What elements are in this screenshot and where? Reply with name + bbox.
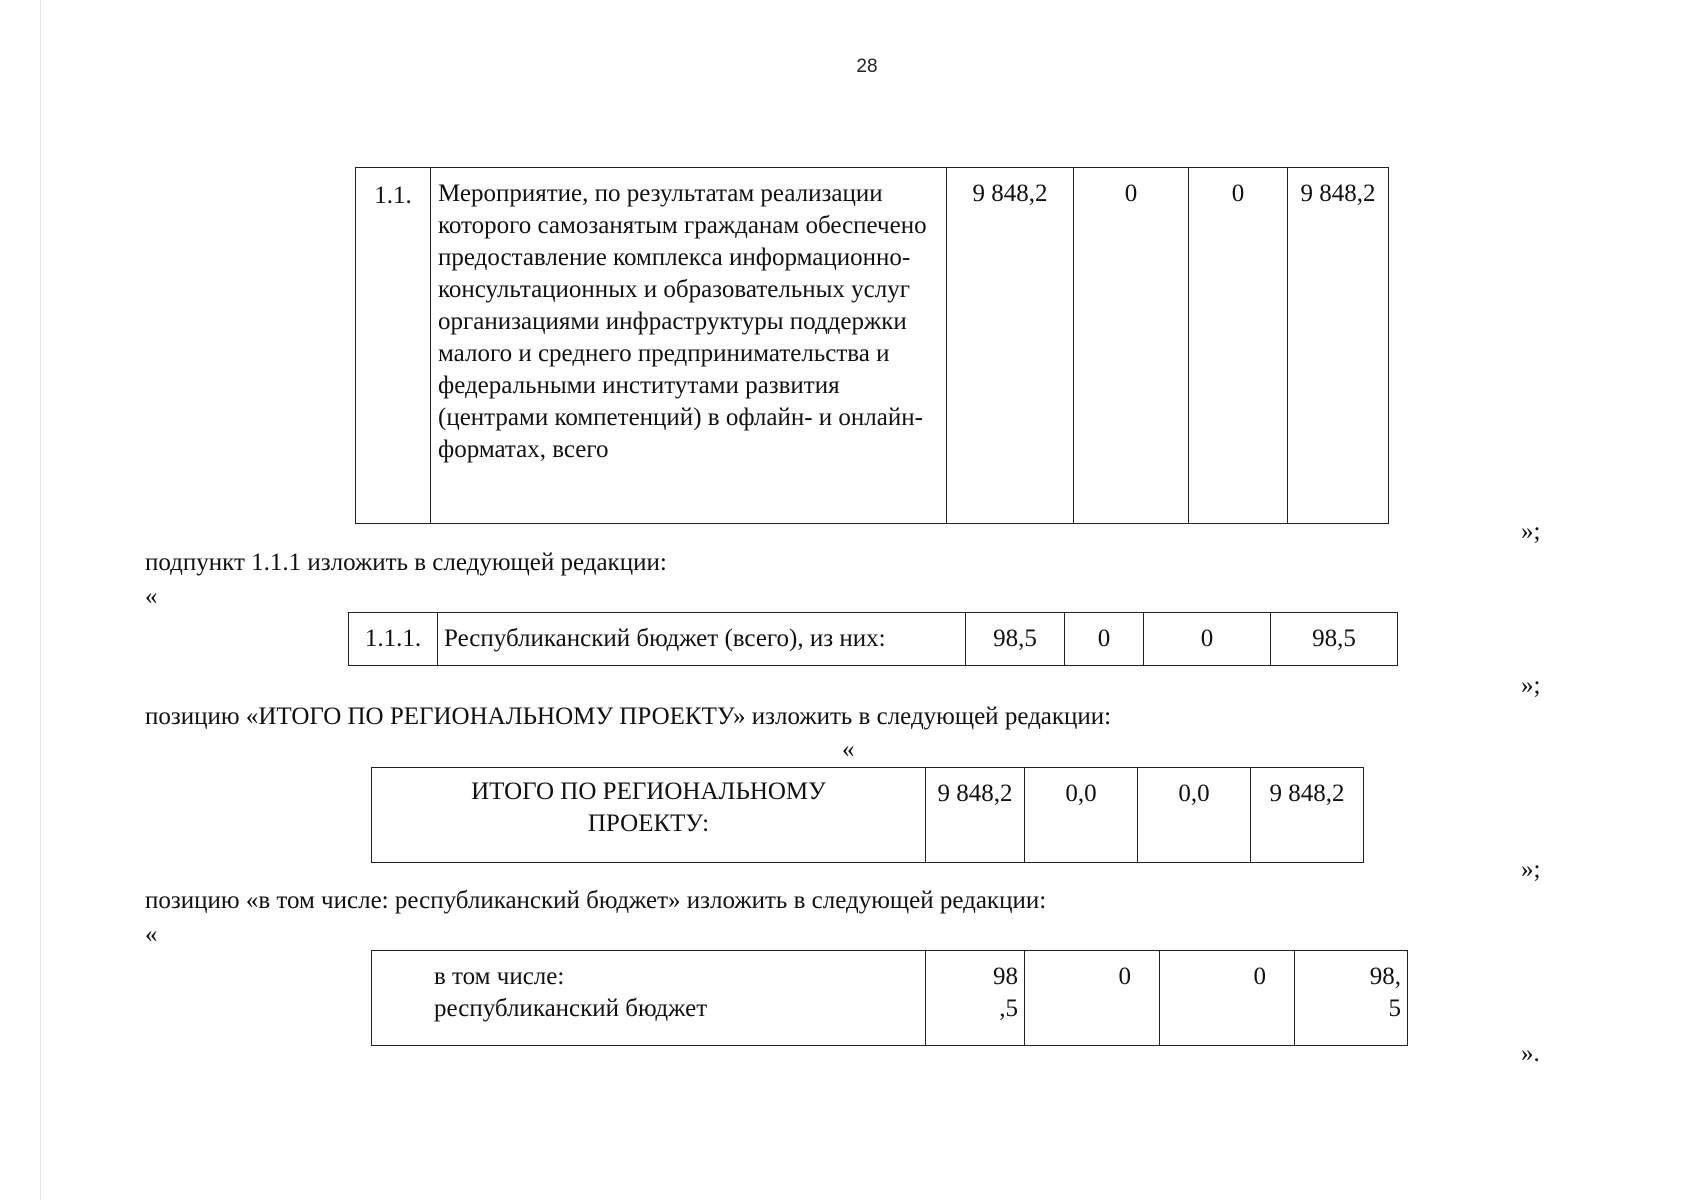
- value-1-line-2: ,5: [999, 995, 1018, 1022]
- value-2: 0: [1074, 168, 1189, 524]
- table-row: [349, 613, 1398, 666]
- value-3: 0: [1144, 613, 1271, 666]
- value-2: 0,0: [1025, 768, 1138, 863]
- value-1: [926, 951, 1025, 1046]
- value-1-line-1: 98: [993, 963, 1018, 990]
- value-4: 98,5: [1271, 613, 1398, 666]
- value-3: 0: [1160, 951, 1295, 1046]
- page-number: 28: [856, 56, 878, 77]
- value-2: 0: [1025, 951, 1160, 1046]
- total-label: ИТОГО ПО РЕГИОНАЛЬНОМУ ПРОЕКТУ:: [372, 768, 926, 863]
- closing-quote: »;: [1521, 518, 1541, 545]
- value-3: 0: [1189, 168, 1288, 524]
- instruction-subitem-1-1-1: подпункт 1.1.1 изложить в следующей редакции:: [145, 549, 667, 576]
- value-2: 0: [1065, 613, 1144, 666]
- value-1: 98,5: [966, 613, 1065, 666]
- value-4-line-1: 98,: [1369, 963, 1401, 990]
- value-1: 9 848,2: [926, 768, 1025, 863]
- closing-quote: »;: [1521, 856, 1541, 883]
- value-3: 0,0: [1138, 768, 1251, 863]
- row-description: Республиканский бюджет (всего), из них:: [438, 613, 966, 666]
- instruction-total-regional: позицию «ИТОГО ПО РЕГИОНАЛЬНОМУ ПРОЕКТУ» изложить в следующей редакции:: [145, 703, 1112, 730]
- table-event-1-1: [355, 167, 1389, 524]
- budget-label-line-1: в том числе:: [434, 963, 565, 990]
- row-code: 1.1.: [356, 168, 431, 524]
- value-total-4: 9 848,2: [1288, 168, 1389, 524]
- table-row: [372, 768, 1364, 863]
- opening-quote: «: [145, 583, 158, 610]
- instruction-republican-budget: позицию «в том числе: республиканский бюджет» изложить в следующей редакции:: [145, 887, 1047, 914]
- closing-quote: »;: [1521, 672, 1541, 699]
- opening-quote: «: [145, 921, 158, 948]
- table-republican-budget: [371, 950, 1408, 1046]
- table-row: [372, 951, 1408, 1046]
- row-code: 1.1.1.: [349, 613, 438, 666]
- value-4-line-2: 5: [1388, 995, 1401, 1022]
- table-total-regional-project: [371, 767, 1364, 863]
- scan-edge-line: [40, 0, 41, 1200]
- budget-label: [372, 951, 926, 1046]
- value-4: [1295, 951, 1408, 1046]
- table-row: [356, 168, 1389, 524]
- table-subitem-1-1-1: [348, 612, 1398, 666]
- value-total-1: 9 848,2: [947, 168, 1074, 524]
- value-4: 9 848,2: [1251, 768, 1364, 863]
- budget-label-line-2: республиканский бюджет: [434, 995, 708, 1022]
- row-description: Мероприятие, по результатам реализации которого самозанятым гражданам обеспечено предоставление комплекса информационно-консультационных и образовательных услуг организациями инфраструктуры поддержки малого и среднего предпринимательства и федеральными институтами развития (центрами компетенций) в офлайн- и онлайн-форматах, всего: [431, 168, 947, 524]
- opening-quote: «: [842, 736, 855, 763]
- closing-quote: ».: [1521, 1040, 1540, 1067]
